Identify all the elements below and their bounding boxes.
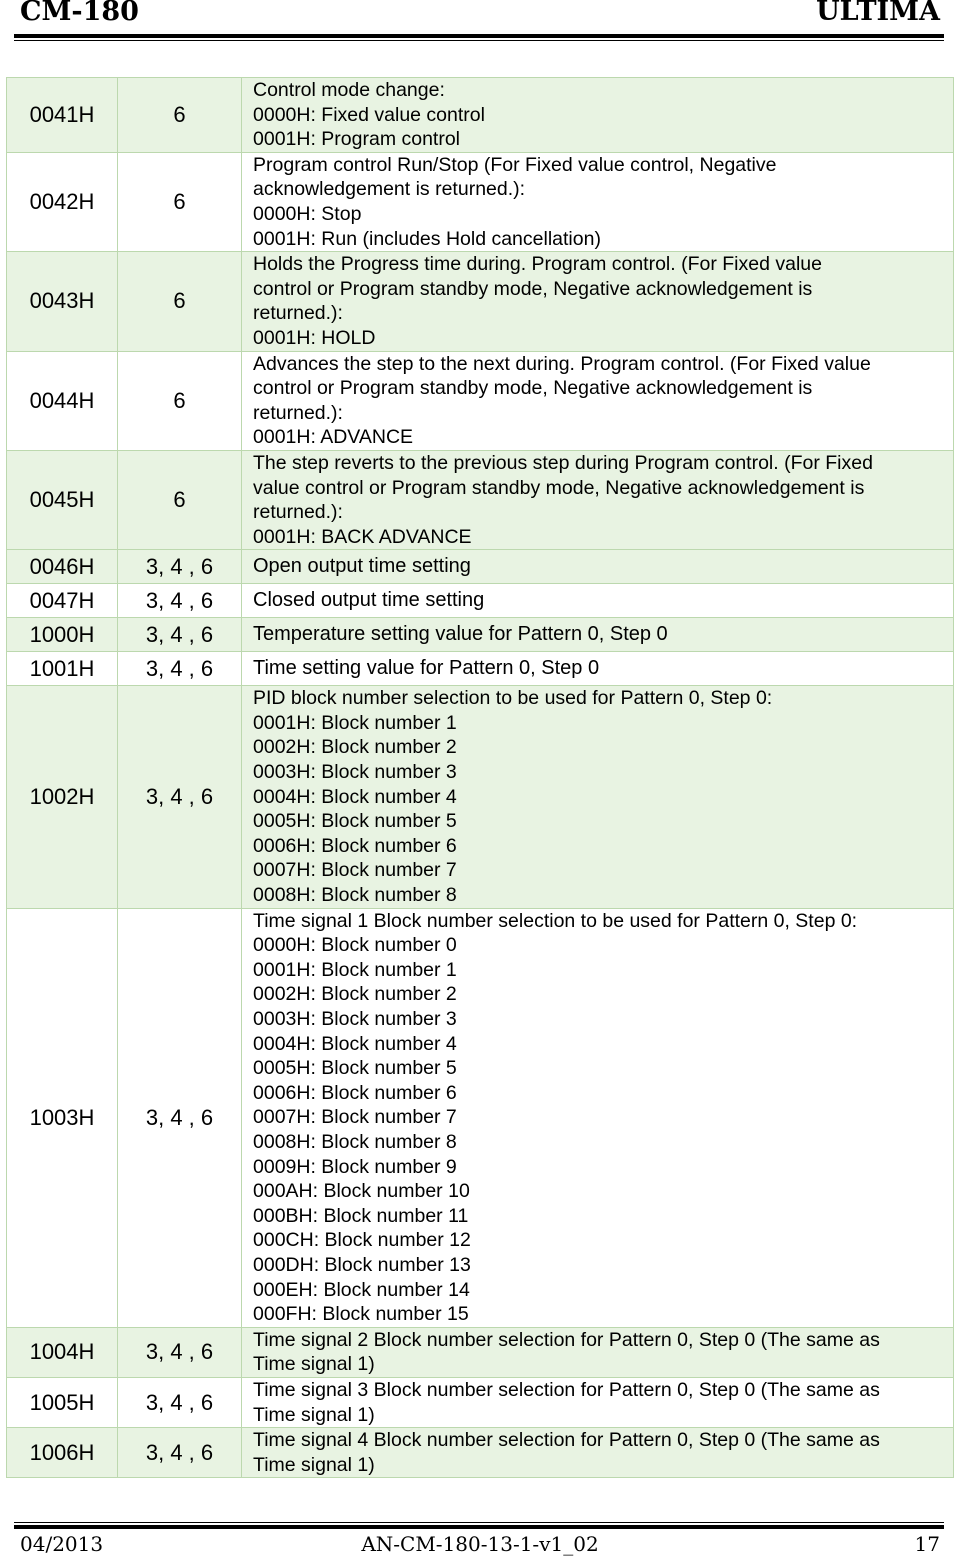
description-line: 0006H: Block number 6 bbox=[253, 834, 457, 857]
description-line: 0008H: Block number 8 bbox=[253, 884, 457, 907]
description-line: Time signal 1) bbox=[253, 1353, 375, 1376]
register-address: 0046H bbox=[7, 550, 118, 584]
description-line: Time signal 1 Block number selection to be used for Pattern 0, Step 0: bbox=[253, 909, 858, 932]
description-line: The step reverts to the previous step during Program control. (For Fixed bbox=[253, 451, 873, 474]
description-line: 0000H: Block number 0 bbox=[253, 934, 457, 957]
description-line: 0001H: Program control bbox=[253, 128, 461, 151]
description-line: acknowledgement is returned.): bbox=[253, 178, 526, 201]
table-row bbox=[7, 252, 954, 351]
description-line: 000BH: Block number 11 bbox=[253, 1204, 469, 1227]
description-line: 0007H: Block number 7 bbox=[253, 859, 457, 882]
register-address: 0044H bbox=[7, 351, 118, 450]
description-line: 000FH: Block number 15 bbox=[253, 1303, 469, 1326]
table-row bbox=[7, 1327, 954, 1377]
register-address: 1000H bbox=[7, 618, 118, 652]
description-line: Holds the Progress time during. Program control. (For Fixed value bbox=[253, 253, 822, 276]
table-row bbox=[7, 1428, 954, 1478]
description-line: 000CH: Block number 12 bbox=[253, 1229, 471, 1252]
function-codes: 6 bbox=[118, 152, 242, 251]
header-rule-thin bbox=[14, 40, 944, 41]
function-codes: 3, 4 , 6 bbox=[118, 908, 242, 1327]
register-address: 0047H bbox=[7, 584, 118, 618]
description-line: 0009H: Block number 9 bbox=[253, 1155, 457, 1178]
register-address: 0041H bbox=[7, 78, 118, 153]
description-line: 000EH: Block number 14 bbox=[253, 1278, 470, 1301]
register-description bbox=[242, 550, 954, 584]
register-description bbox=[242, 908, 954, 1327]
register-address: 1003H bbox=[7, 908, 118, 1327]
footer-rule-thick bbox=[14, 1525, 944, 1529]
description-line: 0003H: Block number 3 bbox=[253, 761, 457, 784]
description-line: 0004H: Block number 4 bbox=[253, 1032, 457, 1055]
function-codes: 6 bbox=[118, 78, 242, 153]
header-rule-thick bbox=[14, 34, 944, 38]
description-line: Program control Run/Stop (For Fixed value control, Negative bbox=[253, 153, 777, 176]
table-row bbox=[7, 908, 954, 1327]
description-line: 0003H: Block number 3 bbox=[253, 1008, 457, 1030]
description-line: 0005H: Block number 5 bbox=[253, 810, 457, 833]
table-row bbox=[7, 450, 954, 549]
function-codes: 3, 4 , 6 bbox=[118, 584, 242, 618]
register-address: 1005H bbox=[7, 1377, 118, 1427]
description-line: 0007H: Block number 7 bbox=[253, 1106, 457, 1129]
description-line: 0001H: ADVANCE bbox=[253, 426, 414, 449]
description-line: Time signal 1) bbox=[253, 1403, 375, 1426]
function-codes: 3, 4 , 6 bbox=[118, 652, 242, 686]
table-row bbox=[7, 351, 954, 450]
register-address: 0045H bbox=[7, 450, 118, 549]
function-codes: 3, 4 , 6 bbox=[118, 550, 242, 584]
table-row bbox=[7, 618, 954, 652]
description-line: 0002H: Block number 2 bbox=[253, 983, 457, 1006]
register-description bbox=[242, 618, 954, 652]
description-line: Open output time setting bbox=[253, 555, 471, 578]
register-description bbox=[242, 351, 954, 450]
description-line: Time signal 1) bbox=[253, 1453, 375, 1476]
description-line: 0000H: Fixed value control bbox=[253, 103, 485, 126]
footer bbox=[0, 1532, 960, 1558]
table-row bbox=[7, 152, 954, 251]
register-description bbox=[242, 686, 954, 908]
table-row bbox=[7, 1377, 954, 1427]
function-codes: 6 bbox=[118, 252, 242, 351]
description-line: 0001H: BACK ADVANCE bbox=[253, 525, 472, 548]
register-description bbox=[242, 252, 954, 351]
description-line: 0008H: Block number 8 bbox=[253, 1130, 457, 1153]
function-codes: 3, 4 , 6 bbox=[118, 1428, 242, 1478]
function-codes: 3, 4 , 6 bbox=[118, 1327, 242, 1377]
register-description bbox=[242, 450, 954, 549]
register-description bbox=[242, 584, 954, 618]
description-line: returned.): bbox=[253, 401, 343, 424]
register-table-body bbox=[7, 78, 954, 1478]
description-line: Time signal 4 Block number selection for Pattern 0, Step 0 (The same as bbox=[253, 1429, 880, 1452]
register-description bbox=[242, 652, 954, 686]
register-address: 0042H bbox=[7, 152, 118, 251]
description-line: value control or Program standby mode, Negative acknowledgement is bbox=[253, 476, 865, 499]
table-row bbox=[7, 686, 954, 908]
register-description bbox=[242, 1327, 954, 1377]
footer-doc-id: AN-CM-180-13-1-v1_02 bbox=[361, 1532, 599, 1556]
register-address: 1004H bbox=[7, 1327, 118, 1377]
description-line: 0006H: Block number 6 bbox=[253, 1081, 457, 1104]
table-row bbox=[7, 584, 954, 618]
description-line: returned.): bbox=[253, 302, 343, 325]
function-codes: 3, 4 , 6 bbox=[118, 1377, 242, 1427]
register-address: 0043H bbox=[7, 252, 118, 351]
description-line: Temperature setting value for Pattern 0, Step 0 bbox=[253, 623, 668, 646]
register-table bbox=[6, 77, 954, 1478]
description-line: 0005H: Block number 5 bbox=[253, 1057, 457, 1080]
description-line: Time setting value for Pattern 0, Step 0 bbox=[253, 657, 600, 680]
footer-date: 04/2013 bbox=[20, 1532, 104, 1556]
description-line: control or Program standby mode, Negative acknowledgement is bbox=[253, 277, 813, 300]
function-codes: 3, 4 , 6 bbox=[118, 618, 242, 652]
description-line: Time signal 2 Block number selection for Pattern 0, Step 0 (The same as bbox=[253, 1328, 880, 1351]
description-line: 000DH: Block number 13 bbox=[253, 1253, 471, 1276]
register-address: 1006H bbox=[7, 1428, 118, 1478]
description-line: 0001H: Block number 1 bbox=[253, 711, 457, 734]
register-description bbox=[242, 1377, 954, 1427]
header-brand: ULTIMA bbox=[816, 0, 940, 27]
description-line: Closed output time setting bbox=[253, 589, 485, 612]
description-line: 0001H: Run (includes Hold cancellation) bbox=[253, 227, 601, 250]
register-description bbox=[242, 1428, 954, 1478]
description-line: PID block number selection to be used for Pattern 0, Step 0: bbox=[253, 687, 773, 710]
register-address: 1001H bbox=[7, 652, 118, 686]
table-row bbox=[7, 550, 954, 584]
description-line: 000AH: Block number 10 bbox=[253, 1180, 470, 1203]
description-line: 0001H: Block number 1 bbox=[253, 958, 457, 981]
description-line: 0004H: Block number 4 bbox=[253, 785, 457, 808]
description-line: 0001H: HOLD bbox=[253, 326, 376, 349]
description-line: Time signal 3 Block number selection for Pattern 0, Step 0 (The same as bbox=[253, 1378, 880, 1401]
header-title: CM-180 bbox=[20, 0, 139, 27]
table-row bbox=[7, 78, 954, 153]
register-description bbox=[242, 152, 954, 251]
footer-rule-thin bbox=[14, 1522, 944, 1523]
register-address: 1002H bbox=[7, 686, 118, 908]
function-codes: 3, 4 , 6 bbox=[118, 686, 242, 908]
description-line: 0000H: Stop bbox=[253, 202, 362, 225]
table-row bbox=[7, 652, 954, 686]
register-description bbox=[242, 78, 954, 153]
description-line: 0002H: Block number 2 bbox=[253, 736, 457, 759]
function-codes: 6 bbox=[118, 351, 242, 450]
function-codes: 6 bbox=[118, 450, 242, 549]
description-line: Control mode change: bbox=[253, 79, 445, 101]
footer-page-number: 17 bbox=[914, 1532, 940, 1556]
description-line: Advances the step to the next during. Program control. (For Fixed value bbox=[253, 352, 871, 375]
description-line: control or Program standby mode, Negative acknowledgement is bbox=[253, 377, 813, 400]
description-line: returned.): bbox=[253, 501, 343, 524]
